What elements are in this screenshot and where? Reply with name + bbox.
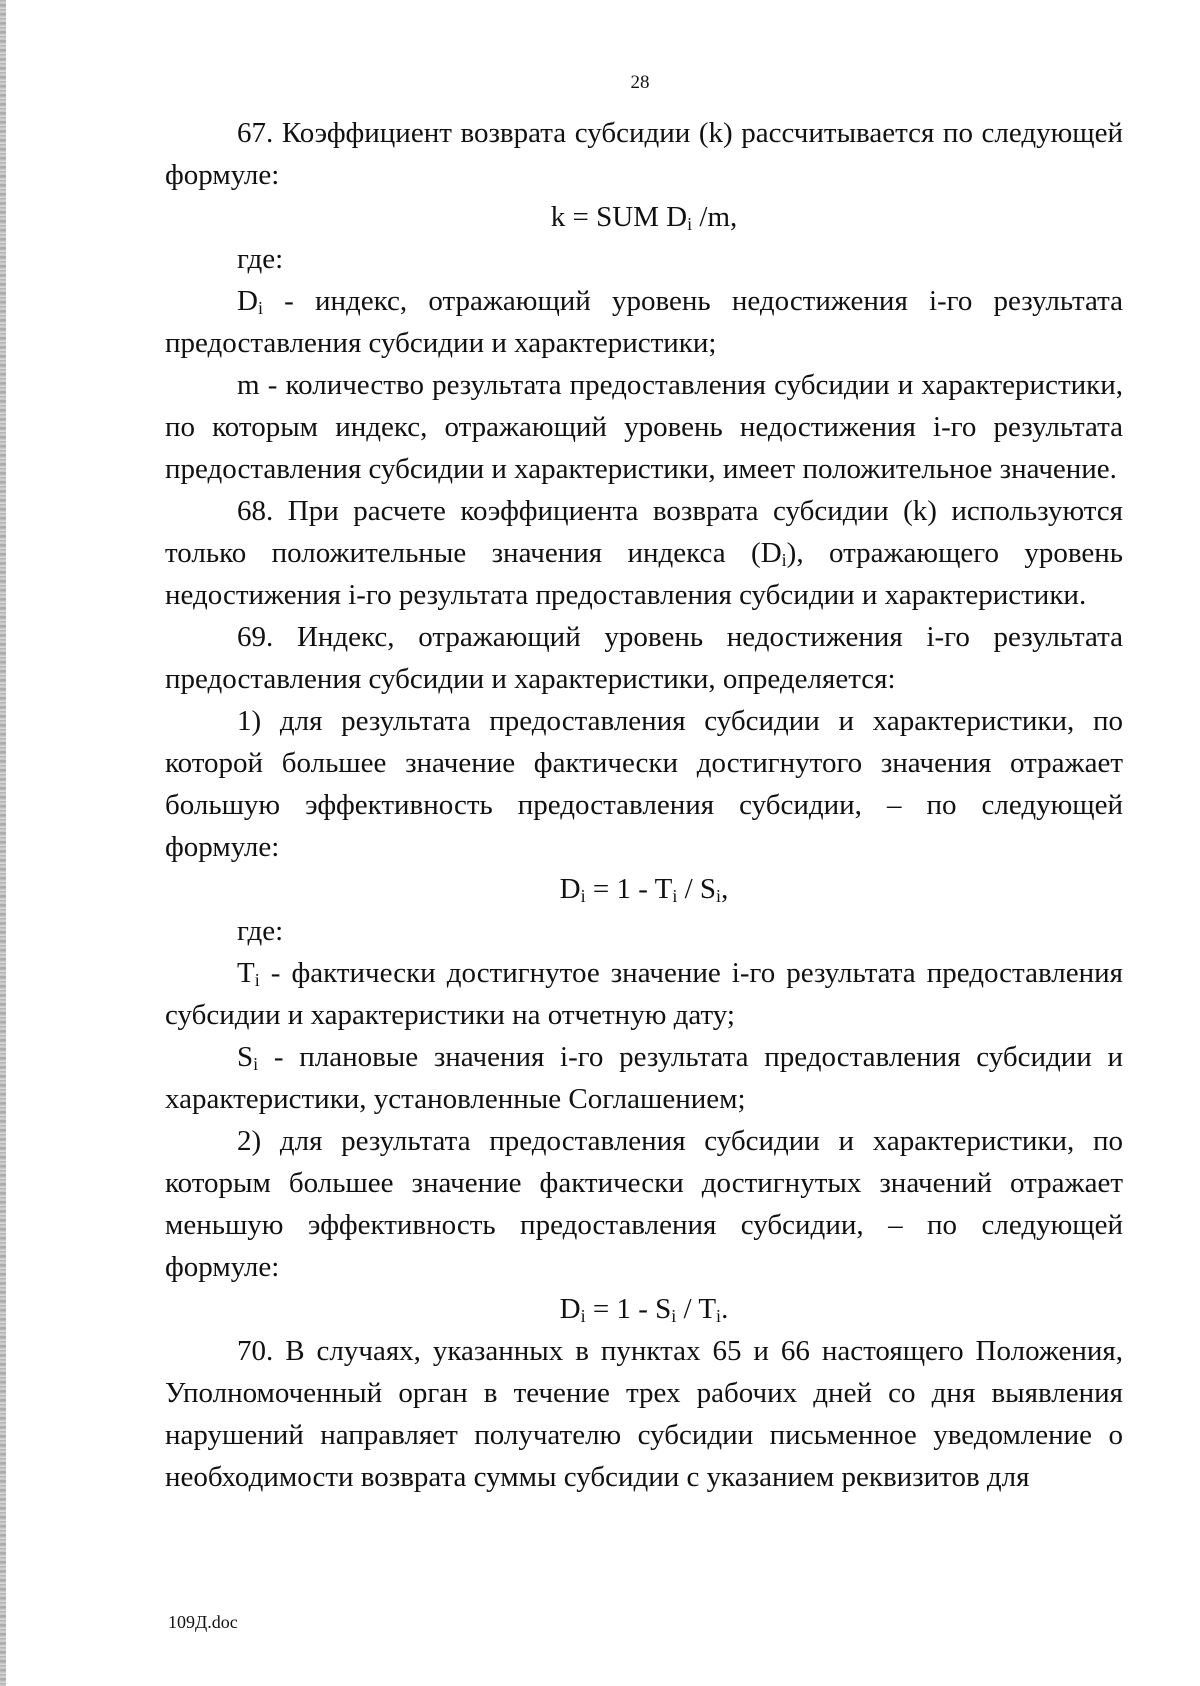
- formula-di-1-t: = 1 - T: [585, 873, 673, 905]
- where-label-2: где:: [237, 915, 284, 947]
- paragraph-69-item-1: 1) для результата предоставления субсидии и характеристики, по которой большее значение фактически достигнутого значения отражает большую эффективность предоставления субсидии, – по следующей формуле:: [165, 705, 1123, 863]
- definition-si: [165, 1036, 1123, 1120]
- where-label-1: где:: [237, 243, 284, 275]
- formula-di-2-d: D: [559, 1293, 581, 1325]
- formula-di-1-end: ,: [721, 873, 729, 905]
- formula-di-1-sub-2: i: [672, 886, 678, 906]
- definition-di: [165, 280, 1123, 364]
- definition-ti-variable: T: [237, 957, 255, 989]
- paragraph-68-subscript: i: [781, 550, 787, 570]
- definition-ti: [165, 952, 1123, 1036]
- definition-di-variable: D: [237, 285, 258, 317]
- paragraph-69-item-2: 2) для результата предоставления субсидии и характеристики, по которым большее значение фактически достигнутых значений отражает меньшую эффективность предоставления субсидии, – по следующей формуле:: [165, 1125, 1123, 1283]
- paragraph-68: [165, 490, 1123, 616]
- paragraph-67: 67. Коэффициент возврата субсидии (k) рассчитывается по следующей формуле:: [165, 117, 1123, 191]
- definition-ti-text: - фактически достигнутое значение i-го результата предоставления субсидии и характеристики на отчетную дату;: [165, 957, 1123, 1031]
- document-body: [165, 112, 1123, 1498]
- formula-di-1-sub-1: i: [580, 886, 586, 906]
- formula-k-subscript: i: [687, 214, 693, 234]
- formula-di-2: [165, 1288, 1123, 1330]
- formula-k-main: k = SUM D: [550, 201, 688, 233]
- paragraph-68-part-b: ), отражающего уровень недостижения i-го результата предоставления субсидии и характеристики.: [165, 537, 1123, 611]
- definition-di-subscript: i: [257, 298, 263, 318]
- formula-di-2-s: = 1 - S: [585, 1293, 672, 1325]
- formula-di-1-d: D: [559, 873, 581, 905]
- definition-si-variable: S: [237, 1041, 254, 1073]
- formula-di-1-s: / S: [677, 873, 717, 905]
- file-name-footer: 109Д.doc: [168, 1612, 238, 1632]
- paragraph-68-part-a: 68. При расчете коэффициента возврата субсидии (k) используются только положительные значения индекса (D: [165, 495, 1123, 569]
- definition-m: m - количество результата предоставления субсидии и характеристики, по которым индекс, отражающий уровень недостижения i-го результата предоставления субсидии и характеристики, имеет положительное значение.: [165, 369, 1123, 485]
- formula-di-2-sub-2: i: [671, 1306, 677, 1326]
- scan-edge: [0, 0, 6, 1686]
- definition-ti-subscript: i: [254, 970, 260, 990]
- formula-di-2-t: / T: [676, 1293, 717, 1325]
- definition-di-text: - индекс, отражающий уровень недостижения i-го результата предоставления субсидии и характеристики;: [165, 285, 1123, 359]
- formula-di-2-sub-3: i: [716, 1306, 722, 1326]
- paragraph-69: 69. Индекс, отражающий уровень недостижения i-го результата предоставления субсидии и характеристики, определяется:: [165, 621, 1123, 695]
- formula-di-1: [165, 868, 1123, 910]
- formula-di-1-sub-3: i: [716, 886, 722, 906]
- formula-di-2-sub-1: i: [580, 1306, 586, 1326]
- page-number: 28: [630, 72, 650, 93]
- paragraph-70: 70. В случаях, указанных в пунктах 65 и 66 настоящего Положения, Уполномоченный орган в течение трех рабочих дней со дня выявления нарушений направляет получателю субсидии письменное уведомление о необходимости возврата суммы субсидии с указанием реквизитов для: [165, 1335, 1123, 1493]
- formula-di-2-end: .: [721, 1293, 729, 1325]
- formula-k-tail: /m,: [692, 201, 738, 233]
- definition-si-subscript: i: [253, 1054, 259, 1074]
- definition-si-text: - плановые значения i-го результата предоставления субсидии и характеристики, установленные Соглашением;: [165, 1041, 1123, 1115]
- formula-k: [165, 196, 1123, 238]
